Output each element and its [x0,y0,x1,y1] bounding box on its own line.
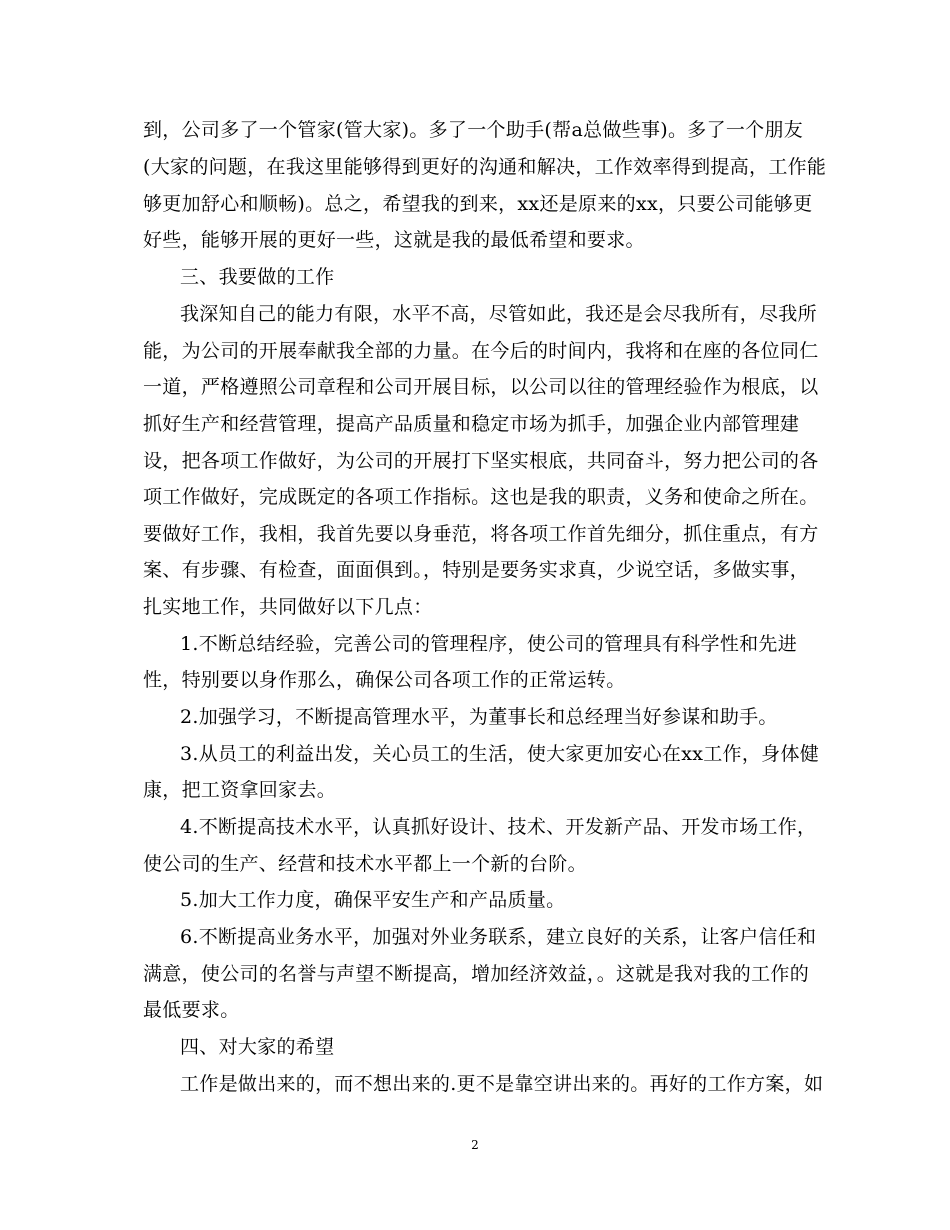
list-item: 4.不断提高技术水平，认真抓好设计、技术、开发新产品、开发市场工作， [180,816,817,838]
text-line: 项工作做好，完成既定的各项工作指标。这也是我的职责，义务和使命之所在。 [143,486,819,508]
text-line: 性，特别要以身作那么，确保公司各项工作的正常运转。 [143,669,626,691]
list-item: 2.加强学习，不断提高管理水平，为董事长和总经理当好参谋和助手。 [180,706,778,728]
text-line: 抓好生产和经营管理，提高产品质量和稳定市场为抓手，加强企业内部管理建 [143,413,800,435]
text-line: 满意，使公司的名誉与声望不断提高，增加经济效益，。这就是我对我的工作的 [143,963,810,985]
text-line: 能，为公司的开展奉献我全部的力量。在今后的时间内，我将和在座的各位同仁 [143,340,819,362]
text-line: (大家的问题，在我这里能够得到更好的沟通和解决，工作效率得到提高，工作能 [143,156,827,178]
list-item: 5.加大工作力度，确保平安生产和产品质量。 [180,889,566,911]
text-line: 使公司的生产、经营和技术水平都上一个新的台阶。 [143,853,587,875]
text-line: 一道，严格遵照公司章程和公司开展目标，以公司以往的管理经验作为根底，以 [143,376,819,398]
text-line: 最低要求。 [143,999,240,1021]
text-line: 好些，能够开展的更好一些，这就是我的最低希望和要求。 [143,229,645,251]
section-heading: 四、对大家的希望 [180,1036,335,1058]
text-line: 我深知自己的能力有限，水平不高，尽管如此，我还是会尽我所有，尽我所 [180,303,817,325]
text-line: 康，把工资拿回家去。 [143,779,337,801]
list-item: 1.不断总结经验，完善公司的管理程序，使公司的管理具有科学性和先进 [180,633,798,655]
text-line: 案、有步骤、有检查，面面俱到。，特别是要务实求真，少说空话，多做实事， [143,559,810,581]
text-line: 工作是做出来的，而不想出来的.更不是靠空讲出来的。再好的工作方案，如 [180,1073,824,1095]
page-number: 2 [471,1138,479,1152]
text-line: 扎实地工作，共同做好以下几点： [143,596,433,618]
list-item: 3.从员工的利益出发，关心员工的生活，使大家更加安心在xx工作，身体健 [180,743,820,765]
section-heading: 三、我要做的工作 [180,266,335,288]
text-line: 够更加舒心和顺畅)。总之，希望我的到来，xx还是原来的xx，只要公司能够更 [143,193,813,215]
text-line: 要做好工作，我相，我首先要以身垂范，将各项工作首先细分，抓住重点，有方 [143,523,819,545]
text-line: 设，把各项工作做好，为公司的开展打下坚实根底，共同奋斗，努力把公司的各 [143,450,819,472]
text-line: 到，公司多了一个管家(管大家)。多了一个助手(帮a总做些事)。多了一个朋友 [143,119,804,141]
list-item: 6.不断提高业务水平，加强对外业务联系，建立良好的关系，让客户信任和 [180,926,817,948]
